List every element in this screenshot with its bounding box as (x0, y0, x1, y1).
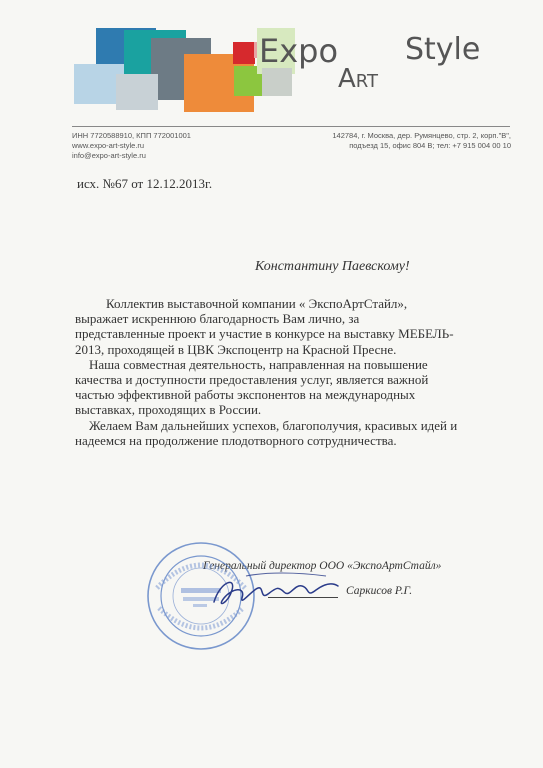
header-address: 142784, г. Москва, дер. Румянцево, стр. 2, корп."В", (332, 131, 511, 140)
handwritten-signature-icon (206, 568, 346, 618)
header-left (72, 131, 191, 161)
header-rule (72, 126, 510, 127)
letter-body (75, 296, 504, 448)
logo-square-light (116, 74, 158, 110)
logo-word-expo: Expo (259, 32, 339, 70)
para-1-line-2: выражает искреннюю благодарность Вам лично, за (75, 311, 360, 327)
logo-square-gray-small (262, 68, 292, 96)
header-contact: подъезд 15, офис 804 В; тел: +7 915 004 00 10 (349, 141, 511, 150)
para-1-line-4: 2013, проходящей в ЦВК Экспоцентр на Красной Пресне. (75, 341, 397, 357)
para-1-line-3: представленные проект и участие в конкурсе на выставку МЕБЕЛЬ- (75, 326, 454, 342)
signatory-title: Генеральный директор ООО «ЭкспоАртСтайл» (203, 560, 442, 572)
para-1-first: Коллектив выставочной компании « ЭкспоАртСтайл», (106, 296, 408, 311)
letter-reference: исх. №67 от 12.12.2013г. (77, 176, 213, 191)
para-2-line-3: частью эффективной работы экспонентов на международных (75, 387, 416, 403)
letter-greeting: Константину Паевскому! (255, 259, 410, 274)
logo-square-red (233, 42, 255, 64)
para-2-line-2: качества и доступности предоставления услуг, является важной (75, 372, 429, 388)
header-email[interactable]: info@expo-art-style.ru (72, 151, 146, 160)
header-website[interactable]: www.expo-art-style.ru (72, 141, 145, 150)
para-3-line-2: надеемся на продолжение плодотворного сотрудничества. (75, 432, 397, 448)
header-tax-id: ИНН 7720588910, КПП 772001001 (72, 131, 191, 140)
logo-word-art: Art (338, 64, 378, 94)
signatory-name: Саркисов Р.Г. (346, 585, 413, 597)
para-2-first: Наша совместная деятельность, направленная на повышение (89, 356, 428, 372)
logo-word-style: Style (405, 32, 481, 67)
para-3-first: Желаем Вам дальнейших успехов, благополучия, красивых идей и (89, 417, 458, 433)
para-2-line-4: выставках, проходящих в России. (75, 402, 262, 418)
header-right (332, 131, 511, 151)
